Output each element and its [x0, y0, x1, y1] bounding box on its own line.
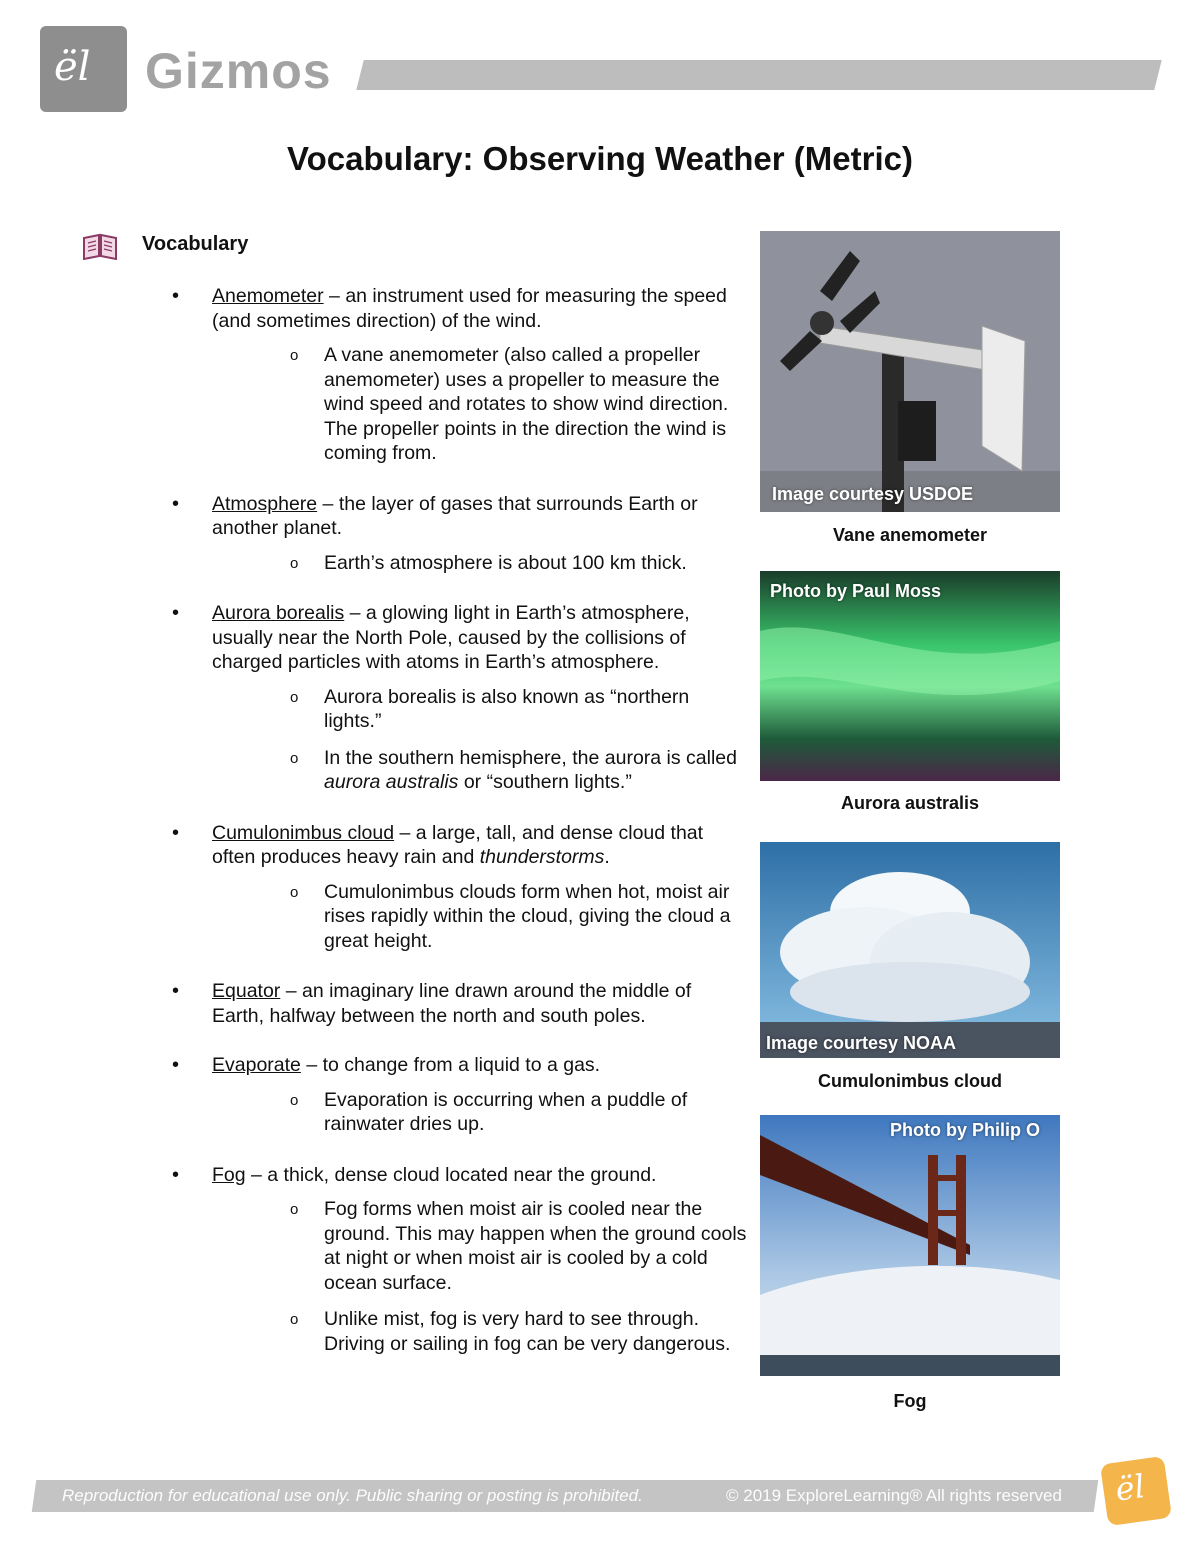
- book-icon: [80, 232, 120, 260]
- figure-caption: Cumulonimbus cloud: [818, 1071, 1002, 1091]
- gizmos-logo: [40, 26, 127, 112]
- sub-item: [212, 746, 748, 795]
- bullet: •: [172, 602, 180, 624]
- term-equator: [170, 979, 748, 1028]
- bullet: •: [172, 980, 180, 1002]
- figure-caption: Vane anemometer: [832, 525, 988, 545]
- term-word: Fog: [212, 1163, 246, 1186]
- footer-logo-mark: ël: [1112, 1466, 1148, 1509]
- sub-item: [212, 343, 748, 466]
- aurora-photo: [760, 571, 1060, 781]
- term-word: Evaporate: [212, 1054, 301, 1076]
- term-word: Cumulonimbus cloud: [212, 821, 395, 844]
- bullet: •: [172, 285, 180, 307]
- sub-item: [212, 551, 748, 576]
- figure-caption: Fog: [893, 1391, 927, 1411]
- sub-text: Evaporation is occurring when a puddle of rainwater dries up.: [324, 1088, 688, 1135]
- sub-text: Fog forms when moist air is cooled near the ground. This may happen when the ground cools at night or when moist air is cooled by a cold ocean surface.: [324, 1198, 747, 1294]
- sub-bullet: o: [290, 1311, 299, 1328]
- sub-bullet: o: [290, 1201, 299, 1218]
- term-cumulonimbus-cloud: [170, 821, 748, 954]
- brand-name: Gizmos: [145, 43, 332, 99]
- term-atmosphere: [170, 492, 748, 576]
- figure-credit: Image courtesy USDOE: [772, 484, 974, 504]
- footer-copyright: © 2019 ExploreLearning® All rights reserved: [726, 1486, 1062, 1505]
- term-anemometer: [170, 284, 748, 466]
- sub-text-end: or “southern lights.”: [458, 771, 632, 793]
- bullet: •: [172, 1163, 180, 1186]
- sub-text-italic: aurora australis: [324, 771, 459, 793]
- sub-item: [212, 685, 748, 734]
- term-fog: [170, 1163, 748, 1357]
- term-definition: – a large, tall, and dense cloud that often produces heavy rain and: [212, 821, 704, 868]
- figure-caption: Aurora australis: [840, 793, 980, 813]
- term-definition: – a thick, dense cloud located near the ground.: [245, 1163, 657, 1186]
- term-word: Atmosphere: [212, 492, 318, 515]
- anemometer-photo: [760, 231, 1060, 512]
- sub-bullet: o: [290, 749, 299, 767]
- term-definition-italic: thunderstorms: [479, 846, 605, 868]
- term-definition: – an imaginary line drawn around the middle of Earth, halfway between the north and south poles.: [212, 980, 692, 1027]
- sub-item: [212, 1307, 748, 1356]
- term-word: Equator: [212, 980, 281, 1002]
- sub-bullet: o: [290, 1091, 299, 1109]
- figure-credit: Photo by Paul Moss: [770, 581, 942, 601]
- sub-text: [282, 746, 748, 795]
- bullet: •: [172, 821, 180, 844]
- sub-text: Earth’s atmosphere is about 100 km thick.: [324, 551, 687, 574]
- vocabulary-list: [170, 284, 748, 1368]
- sub-bullet: o: [290, 688, 299, 706]
- sub-bullet: o: [290, 554, 299, 572]
- figure-credit: Image courtesy NOAA: [766, 1033, 957, 1053]
- term-definition: – an instrument used for measuring the speed (and sometimes direction) of the wind.: [212, 285, 727, 332]
- term-definition: – to change from a liquid to a gas.: [300, 1054, 601, 1076]
- fog-bridge-photo: [760, 1115, 1060, 1376]
- bullet: •: [172, 1054, 180, 1076]
- term-word: Anemometer: [212, 285, 324, 307]
- section-heading: Vocabulary: [142, 233, 249, 255]
- sub-text-start: In the southern hemisphere, the aurora is called: [324, 746, 737, 769]
- sub-item: [212, 1088, 748, 1137]
- sub-text: Aurora borealis is also known as “northern lights.”: [324, 685, 690, 732]
- sub-bullet: o: [290, 347, 299, 364]
- header-bar: [356, 60, 1161, 90]
- explorelearning-logo: [1100, 1456, 1172, 1526]
- term-word: Aurora borealis: [212, 602, 345, 624]
- sub-text: A vane anemometer (also called a propeller anemometer) uses a propeller to measure the wind speed and rotates to show wind direction. The propeller points in the direction the wind is coming from.: [324, 344, 729, 464]
- term-evaporate: [170, 1053, 748, 1137]
- sub-text: Unlike mist, fog is very hard to see through. Driving or sailing in fog can be very dangerous.: [324, 1308, 731, 1355]
- term-definition: – the layer of gases that surrounds Earth or another planet.: [212, 492, 698, 539]
- footer-notice: Reproduction for educational use only. Public sharing or posting is prohibited.: [62, 1486, 643, 1505]
- sub-bullet: o: [290, 883, 299, 901]
- sub-item: [212, 880, 748, 954]
- logo-mark: ël: [54, 44, 91, 90]
- term-definition: – a glowing light in Earth’s atmosphere, usually near the North Pole, caused by the collisions of charged particles with atoms in Earth’s atmosphere.: [212, 602, 690, 673]
- page-title: Vocabulary: Observing Weather (Metric): [287, 140, 913, 177]
- sub-text: Cumulonimbus clouds form when hot, moist air rises rapidly within the cloud, giving the cloud a great height.: [324, 880, 731, 952]
- cumulonimbus-photo: [760, 842, 1060, 1058]
- term-definition-end: .: [604, 846, 610, 868]
- bullet: •: [172, 492, 180, 515]
- figure-credit: Photo by Philip O: [890, 1120, 1040, 1140]
- term-aurora-borealis: [170, 601, 748, 795]
- sub-item: [212, 1197, 748, 1295]
